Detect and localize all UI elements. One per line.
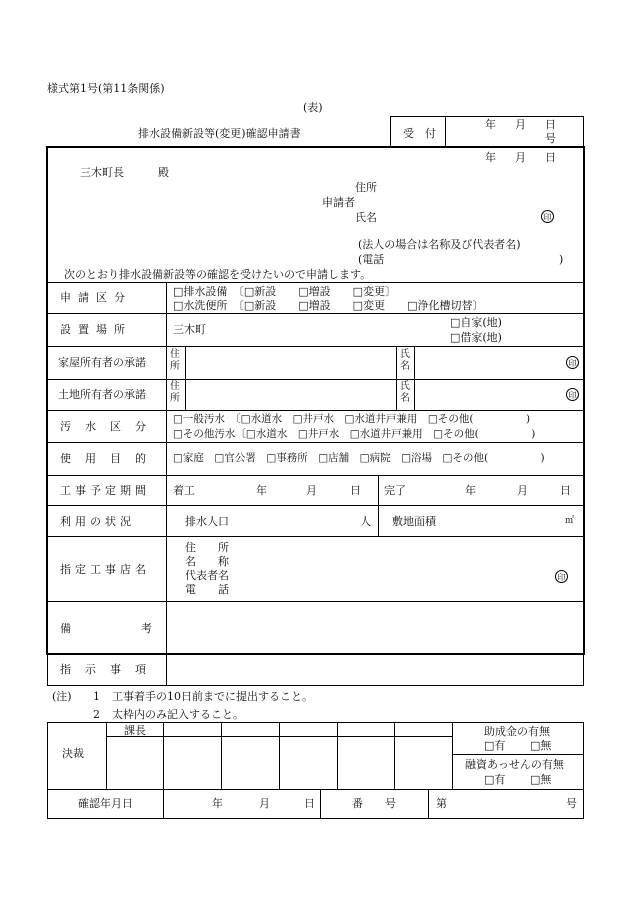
row-line xyxy=(47,505,584,506)
row-line xyxy=(47,410,584,411)
approval-col-line xyxy=(163,722,164,818)
contractor-address-label: 住 所 xyxy=(185,541,229,554)
site-area-unit: ㎡ xyxy=(565,516,575,526)
approval-col-line xyxy=(320,789,321,818)
form-side: (表) xyxy=(303,101,323,114)
form-title: 排水設備新設等(変更)確認申請書 xyxy=(138,127,301,140)
remarks-label xyxy=(60,622,222,635)
subsidy-yes-option[interactable]: □有 xyxy=(484,739,506,752)
receipt-month: 月 xyxy=(515,118,526,131)
row-line xyxy=(47,442,584,443)
receipt-top-line xyxy=(390,116,584,117)
schedule-label: 工事予定期間 xyxy=(60,484,150,497)
schedule-end-month: 月 xyxy=(517,484,528,497)
schedule-start-year: 年 xyxy=(256,484,267,497)
location-own-option[interactable]: □自家(地) xyxy=(450,316,502,329)
corp-note: (法人の場合は名称及び代表者名) xyxy=(358,238,521,251)
schedule-start-day: 日 xyxy=(350,484,361,497)
approval-col-line xyxy=(106,722,107,789)
purpose-label: 使用目的 xyxy=(60,452,160,465)
row-line xyxy=(47,379,584,380)
schedule-divider xyxy=(378,475,379,505)
row-line xyxy=(47,313,584,314)
applicant-name-label: 氏名 xyxy=(355,211,377,224)
subsidy-no-option[interactable]: □無 xyxy=(530,739,552,752)
row-line xyxy=(47,282,584,283)
approval-col-line xyxy=(394,722,395,789)
date-month: 月 xyxy=(515,151,526,164)
contractor-rep-label: 代表者名 xyxy=(185,569,229,582)
date-year: 年 xyxy=(485,151,496,164)
approval-col-line xyxy=(279,722,280,789)
approval-col-line xyxy=(452,722,453,789)
row-line xyxy=(47,601,584,602)
receipt-divider-left xyxy=(390,116,391,146)
loan-no-option[interactable]: □無 xyxy=(530,773,552,786)
remarks-label-text: 備考 xyxy=(60,622,222,635)
schedule-start-month: 月 xyxy=(306,484,317,497)
instructions-bottom-line xyxy=(47,685,584,686)
row-line xyxy=(47,536,584,537)
approval-col-line xyxy=(221,722,222,789)
approval-col-line xyxy=(337,722,338,789)
land-owner-divider xyxy=(396,379,397,410)
label-column-divider xyxy=(166,282,167,654)
schedule-end-day: 日 xyxy=(560,484,571,497)
schedule-end-label: 完了 xyxy=(384,484,406,497)
receipt-number: 号 xyxy=(545,132,556,145)
site-area-label: 敷地面積 xyxy=(392,515,436,528)
schedule-start-label: 着工 xyxy=(173,484,195,497)
row-line xyxy=(47,346,584,347)
note-1: 工事着手の10日前までに提出すること。 xyxy=(112,690,313,703)
house-owner-name-label: 氏名 xyxy=(400,349,410,372)
sewage-option-2[interactable]: □その他汚水〔□水道水 □井戸水 □水道井戸兼用 □その他( ) xyxy=(173,428,536,440)
receipt-year: 年 xyxy=(485,118,496,131)
confirm-year: 年 xyxy=(212,797,223,810)
addressee: 三木町長 xyxy=(80,166,124,179)
applicant-label: 申請者 xyxy=(322,196,355,209)
usage-divider xyxy=(378,505,379,536)
receipt-label: 受 付 xyxy=(403,127,436,140)
notes-prefix: (注) xyxy=(52,690,72,703)
phone-label: (電話 xyxy=(358,253,385,266)
honorific: 殿 xyxy=(158,166,169,179)
location-label: 設置場所 xyxy=(60,323,132,336)
applicant-seal-icon: 印 xyxy=(541,210,554,223)
receipt-day: 日 xyxy=(545,118,556,131)
approval-right-line xyxy=(583,722,584,818)
instructions-divider xyxy=(166,655,167,685)
chief-label: 課長 xyxy=(124,724,146,737)
land-owner-divider xyxy=(185,379,186,410)
schedule-end-year: 年 xyxy=(465,484,476,497)
loan-label: 融資あっせんの有無 xyxy=(465,758,564,771)
purpose-options[interactable]: □家庭 □官公署 □事務所 □店舗 □病院 □浴場 □その他( ) xyxy=(173,452,545,464)
contractor-phone-label: 電 話 xyxy=(185,583,229,596)
instructions-label: 指示事項 xyxy=(60,663,160,676)
house-owner-divider xyxy=(185,346,186,379)
sewage-option-1[interactable]: □一般汚水 〔□水道水 □井戸水 □水道井戸兼用 □その他( ) xyxy=(173,413,531,425)
approval-top-line xyxy=(47,722,584,723)
row-line xyxy=(47,475,584,476)
note-1-number: 1 xyxy=(93,690,100,703)
number-label: 番 号 xyxy=(352,797,396,810)
approval-bottom-line xyxy=(47,818,584,819)
approval-mid-line xyxy=(47,789,584,790)
land-owner-seal-icon: 印 xyxy=(566,388,579,401)
house-owner-label: 家屋所有者の承諾 xyxy=(58,356,146,369)
land-owner-label: 土地所有者の承諾 xyxy=(58,388,146,401)
number-prefix: 第 xyxy=(436,797,447,810)
instructions-left-line xyxy=(47,655,48,685)
approval-col-line xyxy=(428,789,429,818)
loan-yes-option[interactable]: □有 xyxy=(484,773,506,786)
confirm-date-label: 確認年月日 xyxy=(78,797,133,810)
usage-label: 利用の状況 xyxy=(60,515,135,528)
note-2-number: 2 xyxy=(93,708,100,721)
form-number: 様式第1号(第11条関係) xyxy=(47,82,165,95)
instructions-right-line xyxy=(583,655,584,685)
application-type-option-1[interactable]: □排水設備 〔□新設 □増設 □変更〕 xyxy=(173,285,397,298)
application-type-label: 申請区分 xyxy=(60,291,132,304)
population-unit: 人 xyxy=(360,515,371,528)
land-owner-divider xyxy=(414,379,415,410)
confirm-month: 月 xyxy=(259,797,270,810)
house-owner-seal-icon: 印 xyxy=(566,356,579,369)
location-rent-option[interactable]: □借家(地) xyxy=(450,331,502,344)
house-owner-divider xyxy=(396,346,397,379)
applicant-address-label: 住所 xyxy=(355,181,377,194)
land-owner-name-label: 氏名 xyxy=(400,381,410,404)
note-2: 太枠内のみ記入すること。 xyxy=(112,708,244,721)
confirm-day: 日 xyxy=(304,797,315,810)
land-owner-address-label: 住所 xyxy=(170,381,180,404)
approval-left-line xyxy=(47,722,48,818)
house-owner-divider xyxy=(414,346,415,379)
approval-right-mid-line xyxy=(452,754,584,755)
subsidy-label: 助成金の有無 xyxy=(484,725,550,738)
date-day: 日 xyxy=(545,151,556,164)
location-value[interactable]: 三木町 xyxy=(173,323,206,336)
contractor-company-label: 名 称 xyxy=(185,555,229,568)
contractor-label: 指定工事店名 xyxy=(60,563,150,576)
number-suffix: 号 xyxy=(566,797,577,810)
decision-label: 決裁 xyxy=(62,747,84,760)
phone-close: ) xyxy=(559,253,564,266)
receipt-divider-right xyxy=(445,116,446,146)
receipt-right-line xyxy=(583,116,584,146)
sewage-label: 汚水区分 xyxy=(60,420,160,433)
request-text: 次のとおり排水設備新設等の確認を受けたいので申請します。 xyxy=(64,268,372,281)
house-owner-address-label: 住所 xyxy=(170,349,180,372)
application-type-option-2[interactable]: □水洗便所 〔□新設 □増設 □変更 □浄化槽切替〕 xyxy=(173,299,484,312)
population-label: 排水人口 xyxy=(185,515,229,528)
contractor-seal-icon: 印 xyxy=(555,570,568,583)
